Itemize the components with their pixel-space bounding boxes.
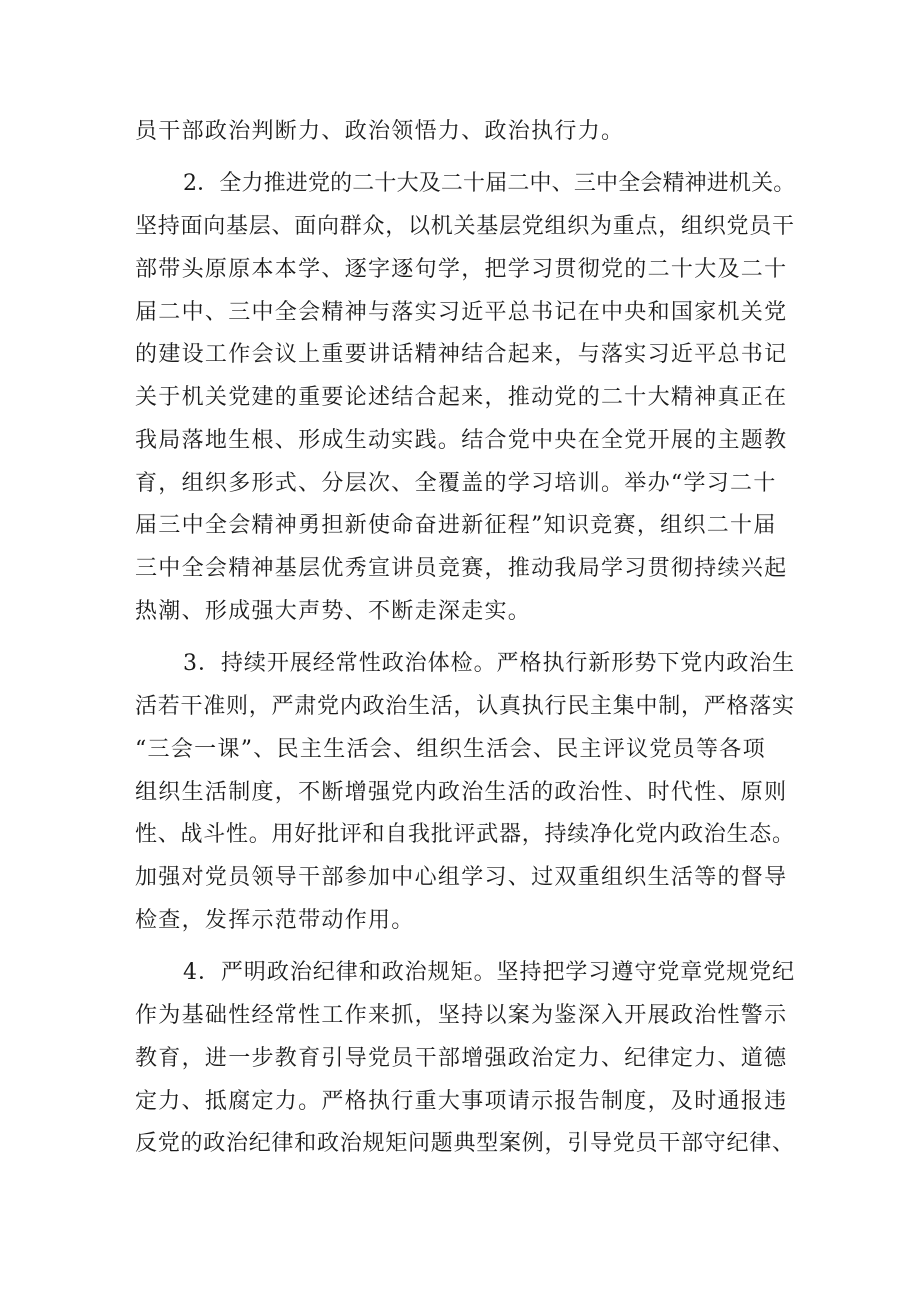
text-line: 我局落地生根、形成生动实践。结合党中央在全党开展的主题教 bbox=[135, 428, 788, 453]
text-line: 坚持面向基层、面向群众，以机关基层党组织为重点，组织党员干 bbox=[135, 214, 795, 239]
text-line: 热潮、形成强大声势、不断走深走实。 bbox=[135, 599, 532, 624]
text-line: 加强对党员领导干部参加中心组学习、过双重组织生活等的督导 bbox=[135, 865, 788, 890]
text-line: 部带头原原本本学、逐字逐句学，把学习贯彻党的二十大及二十 bbox=[135, 257, 788, 282]
text-line: “三会一课”、民主生活会、组织生活会、民主评议党员等各项 bbox=[135, 737, 766, 762]
text-line: 性、战斗性。用好批评和自我批评武器，持续净化党内政治生态。 bbox=[135, 822, 795, 847]
text-line: 反党的政治纪律和政治规矩问题典型案例，引导党员干部守纪律、 bbox=[135, 1131, 795, 1156]
text-line: 作为基础性经常性工作来抓，坚持以案为鉴深入开展政治性警示 bbox=[135, 1003, 788, 1028]
text-line: 定力、抵腐定力。严格执行重大事项请示报告制度，及时通报违 bbox=[135, 1089, 788, 1114]
text-line: 4．严明政治纪律和政治规矩。坚持把学习遵守党章党规党纪 bbox=[183, 960, 796, 985]
text-line: 三中全会精神基层优秀宣讲员竞赛，推动我局学习贯彻持续兴起 bbox=[135, 556, 788, 581]
text-line: 员干部政治判断力、政治领悟力、政治执行力。 bbox=[135, 119, 625, 144]
text-line: 关于机关党建的重要论述结合起来，推动党的二十大精神真正在 bbox=[135, 385, 788, 410]
text-line: 检查，发挥示范带动作用。 bbox=[135, 908, 415, 933]
text-line: 组织生活制度，不断增强党内政治生活的政治性、时代性、原则 bbox=[135, 780, 788, 805]
text-line: 3．持续开展经常性政治体检。严格执行新形势下党内政治生 bbox=[183, 651, 796, 676]
text-line: 的建设工作会议上重要讲话精神结合起来，与落实习近平总书记 bbox=[135, 342, 788, 367]
text-line: 活若干准则，严肃党内政治生活，认真执行民主集中制，严格落实 bbox=[135, 694, 795, 719]
text-line: 2．全力推进党的二十大及二十届二中、三中全会精神进机关。 bbox=[183, 171, 796, 196]
text-line: 届二中、三中全会精神与落实习近平总书记在中央和国家机关党 bbox=[135, 300, 788, 325]
text-line: 育，组织多形式、分层次、全覆盖的学习培训。举办“学习二十 bbox=[135, 471, 777, 496]
text-line: 届三中全会精神勇担新使命奋进新征程”知识竞赛，组织二十届 bbox=[135, 513, 777, 538]
text-line: 教育，进一步教育引导党员干部增强政治定力、纪律定力、道德 bbox=[135, 1046, 788, 1071]
